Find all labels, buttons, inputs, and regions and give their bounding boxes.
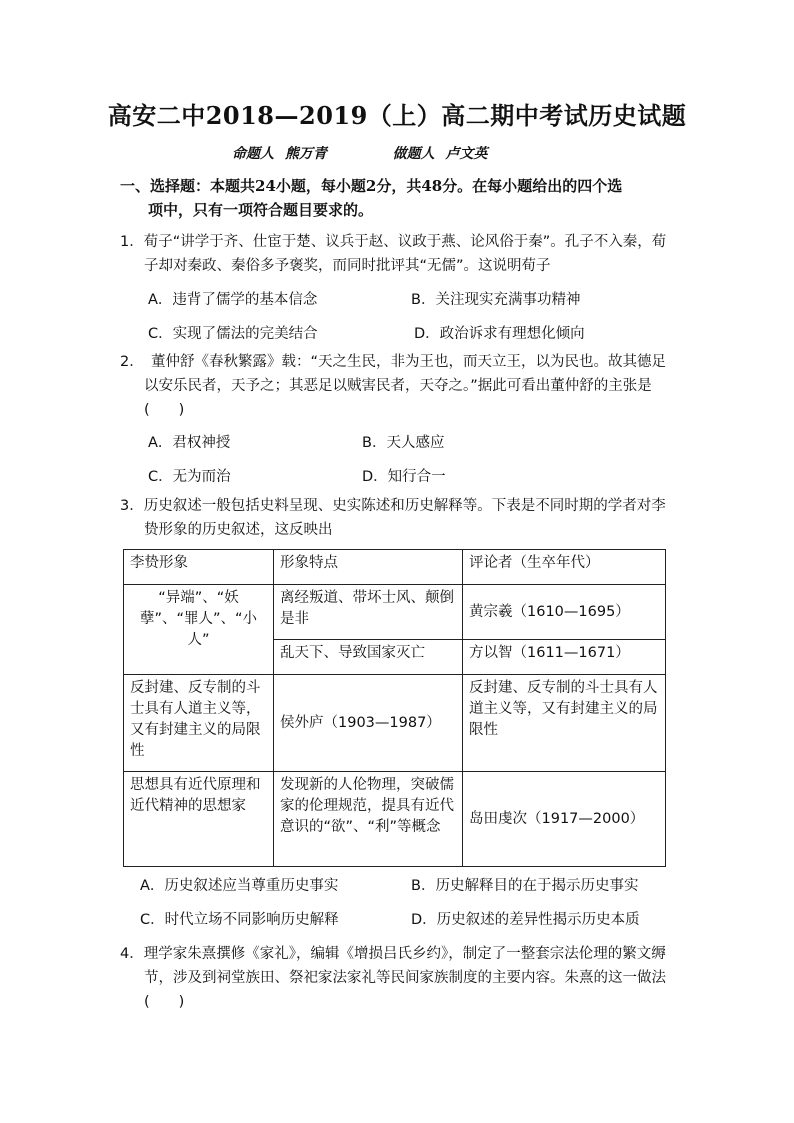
question-1 — [120, 230, 676, 356]
table-header-row — [124, 550, 666, 585]
table-cell: 乱天下、导致国家灭亡 — [274, 640, 463, 675]
question-1-option-b[interactable]: B．关注现实充满事功精神 — [411, 292, 581, 308]
table-header-cell: 形象特点 — [274, 550, 463, 585]
table-cell: 离经叛道、带坏士风、颠倒是非 — [274, 585, 463, 640]
solver-label: 做题人 — [392, 146, 435, 162]
question-3-options-row2 — [120, 908, 676, 942]
question-3-option-d[interactable]: D．历史叙述的差异性揭示历史本质 — [411, 912, 640, 928]
question-2-option-c[interactable]: C．无为而治 — [148, 469, 231, 485]
question-3 — [120, 494, 676, 542]
question-4-stem: 4．理学家朱熹撰修《家礼》，编辑《增损吕氏乡约》，制定了一整套宗法伦理的繁文缛节，涉及到祠堂族田、祭祀家法家礼等民间家族制度的主要内容。朱熹的这一做法( ) — [120, 946, 666, 1010]
question-1-options-row1 — [120, 288, 676, 322]
question-4 — [120, 942, 676, 1014]
section-heading-line1: 一、选择题：本题共24小题，每小题2分，共48分。在每小题给出的四个选 — [120, 177, 623, 195]
setter-label: 命题人 — [232, 146, 274, 162]
setter-name: 熊万青 — [284, 146, 327, 162]
table-header-cell: 李贽形象 — [124, 550, 274, 585]
question-2-stem: 2． 董仲舒《春秋繁露》载：“天之生民，非为王也，而天立王，以为民也。故其德足以安乐民者，天予之；其恶足以贼害民者，天夺之。”据此可看出董仲舒的主张是( ) — [120, 354, 666, 418]
question-2-option-d[interactable]: D．知行合一 — [362, 469, 446, 485]
question-2-options-row1 — [120, 431, 676, 465]
exam-authors — [232, 143, 494, 163]
solver-name: 卢文英 — [445, 146, 488, 162]
table-cell: 思想具有近代原理和近代精神的思想家 — [124, 772, 274, 867]
question-3-stem: 3．历史叙述一般包括史料呈现、史实陈述和历史解释等。下表是不同时期的学者对李贽形象的历史叙述，这反映出 — [120, 498, 666, 538]
table-cell: 侯外庐（1903—1987） — [274, 675, 463, 772]
table-cell: 反封建、反专制的斗士具有人道主义等，又有封建主义的局限性 — [124, 675, 274, 772]
question-3-options-row1 — [120, 874, 676, 908]
question-1-option-c[interactable]: C．实现了儒法的完美结合 — [148, 326, 318, 342]
question-2 — [120, 350, 676, 499]
li-zhi-image-table — [123, 549, 666, 867]
table-cell: 岛田虔次（1917—2000） — [463, 772, 666, 867]
question-1-option-a[interactable]: A．违背了儒学的基本信念 — [148, 292, 318, 308]
section-heading-line2: 项中，只有一项符合题目要求的。 — [148, 201, 374, 219]
table-header-cell: 评论者（生卒年代） — [463, 550, 666, 585]
table-cell: 反封建、反专制的斗士具有人道主义等，又有封建主义的局限性 — [463, 675, 666, 772]
question-3-option-c[interactable]: C．时代立场不同影响历史解释 — [140, 912, 339, 928]
question-3-option-a[interactable]: A．历史叙述应当尊重历史事实 — [140, 878, 339, 894]
question-2-option-b[interactable]: B．天人感应 — [362, 435, 445, 451]
question-1-option-d[interactable]: D．政治诉求有理想化倾向 — [414, 326, 585, 342]
question-2-option-a[interactable]: A．君权神授 — [148, 435, 231, 451]
table-row — [124, 772, 666, 867]
table-cell: “异端”、“妖孽”、“罪人”、“小人” — [124, 585, 274, 675]
question-3-option-b[interactable]: B．历史解释目的在于揭示历史事实 — [411, 878, 639, 894]
table-cell: 黄宗羲（1610—1695） — [463, 585, 666, 640]
question-1-stem: 1．荀子“讲学于齐、仕宦于楚、议兵于赵、议政于燕、论风俗于秦”。孔子不入秦，荀子却对秦政、秦俗多予褒奖，而同时批评其“无儒”。这说明荀子 — [120, 234, 667, 274]
table-row — [124, 585, 666, 640]
section-heading — [120, 174, 680, 222]
table-cell: 发现新的人伦物理，突破儒家的伦理规范，提具有近代意识的“欲”、“利”等概念 — [274, 772, 463, 867]
exam-title: 高安二中2018—2019（上）高二期中考试历史试题 — [107, 101, 687, 130]
table-cell: 方以智（1611—1671） — [463, 640, 666, 675]
question-3-options — [120, 874, 676, 942]
table-row — [124, 675, 666, 772]
